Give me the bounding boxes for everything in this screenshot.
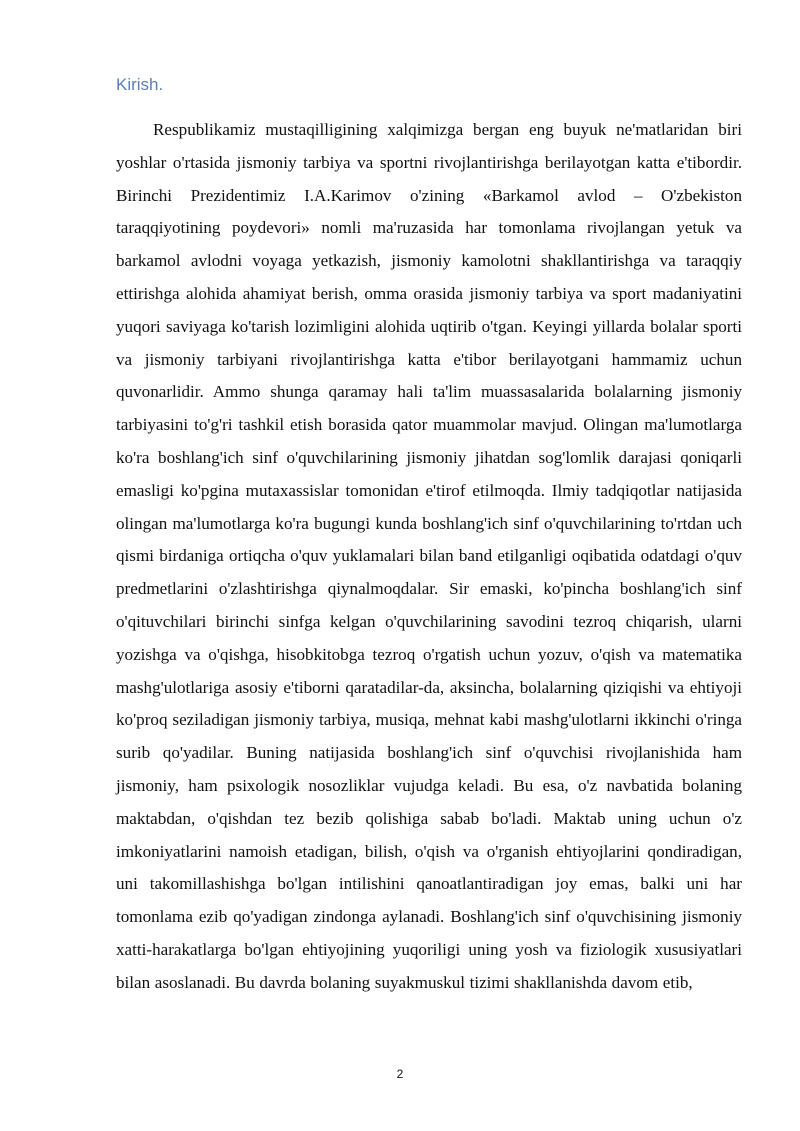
body-paragraph: Respublikamiz mustaqilligining xalqimizga bergan eng buyuk ne'matlaridan biri yoshlar o'rtasida jismoniy tarbiya va sportni rivojlantirishga berilayotgan katta e'tibordir. Birinchi Prezidentimiz I.A.Karimov o'zining «Barkamol avlod – O'zbekiston taraqqiyotining poydevori» nomli ma'ruzasida har tomonlama rivojlangan yetuk va barkamol avlodni voyaga yetkazish, jismoniy kamolotni shakllantirishga va taraqqiy ettirishga alohida ahamiyat berish, omma orasida jismoniy tarbiya va sport madaniyatini yuqori saviyaga ko'tarish lozimligini alohida uqtirib o'tgan. Keyingi yillarda bolalar sporti va jismoniy tarbiyani rivojlantirishga katta e'tibor berilayotgani hammamiz uchun quvonarlidir. Ammo shunga qaramay hali ta'lim muassasalarida bolalarning jismoniy tarbiyasini to'g'ri tashkil etish borasida qator muammolar mavjud. Olingan ma'lumotlarga ko'ra boshlang'ich sinf o'quvchilarining jismoniy jihatdan sog'lomlik darajasi qoniqarli emasligi ko'pgina mutaxassislar tomonidan e'tirof etilmoqda. Ilmiy tadqiqotlar natijasida olingan ma'lumotlarga ko'ra bugungi kunda boshlang'ich sinf o'quvchilarining to'rtdan uch qismi birdaniga ortiqcha o'quv yuklamalari bilan band etilganligi oqibatida odatdagi o'quv predmetlarini o'zlashtirishga qiynalmoqdalar. Sir emaski, ko'pincha boshlang'ich sinf o'qituvchilari birinchi sinfga kelgan o'quvchilarining savodini tezroq chiqarish, ularni yozishga va o'qishga, hisobkitobga tezroq o'rgatish uchun yozuv, o'qish va matematika mashg'ulotlariga asosiy e'tiborni qaratadilar-da, aksincha, bolalarning qiziqishi va ehtiyoji ko'proq seziladigan jismoniy tarbiya, musiqa, mehnat kabi mashg'ulotlarni ikkinchi o'ringa surib qo'yadilar. Buning natijasida boshlang'ich sinf o'quvchisi rivojlanishida ham jismoniy, ham psixologik nosozliklar vujudga keladi. Bu esa, o'z navbatida bolaning maktabdan, o'qishdan tez bezib qolishiga sabab bo'ladi. Maktab uning uchun o'z imkoniyatlarini namoish etadigan, bilish, o'qish va o'rganish ehtiyojlarini qondiradigan, uni takomillashishga bo'lgan intilishini qanoatlantiradigan joy emas, balki uni har tomonlama ezib qo'yadigan zindonga aylanadi. Boshlang'ich sinf o'quvchisining jismoniy xatti-harakatlarga bo'lgan ehtiyojining yuqoriligi uning yosh va fiziologik xususiyatlari bilan asoslanadi. Bu davrda bolaning suyakmuskul tizimi shakllanishda davom etib,: [116, 120, 742, 992]
page-number: 2: [396, 1067, 404, 1081]
section-heading: Kirish.: [116, 75, 164, 94]
